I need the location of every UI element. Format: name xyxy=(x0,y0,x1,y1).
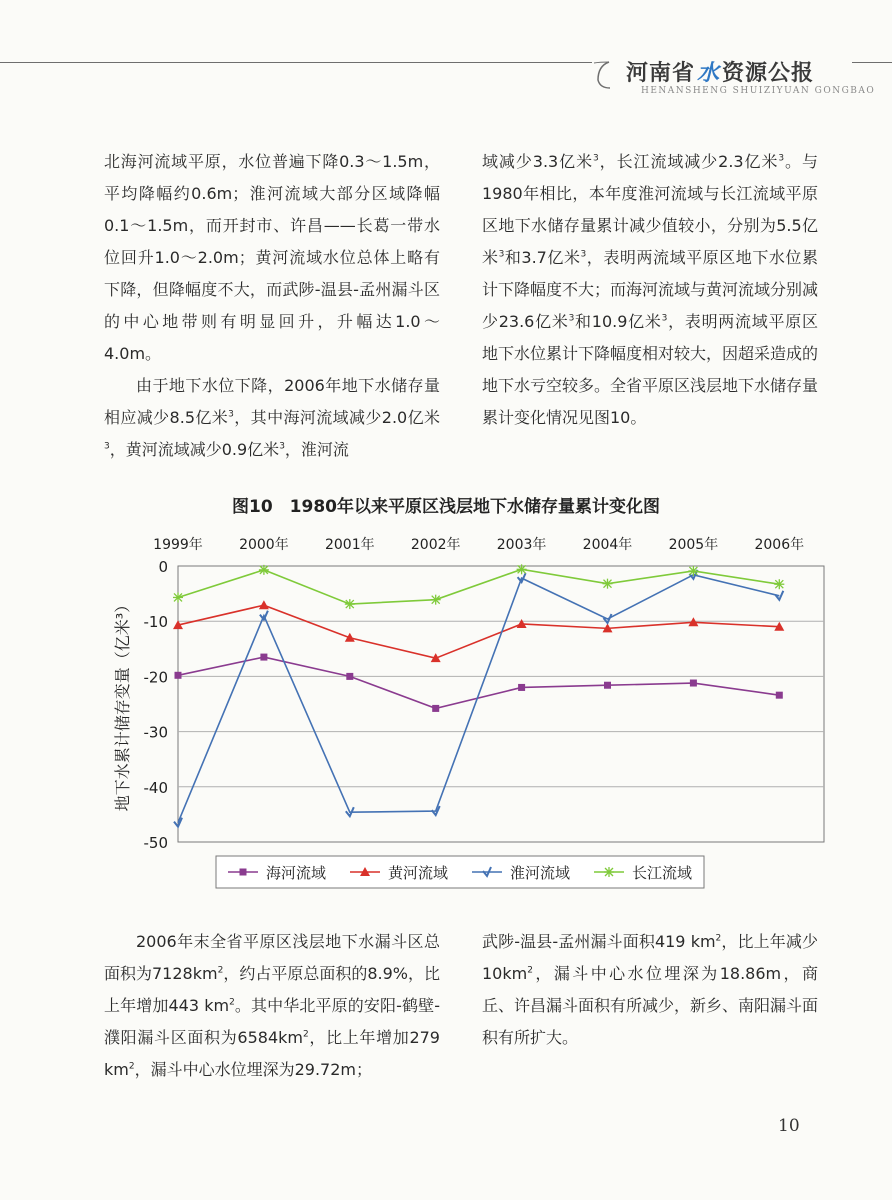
text-run: 。与1980年相比，本年度淮河流域与长江流域平原区地下水储存量累计减少值较小，分别为5.5亿米 xyxy=(482,152,818,267)
text-run: ，比上年减少10km xyxy=(482,932,818,983)
data-point xyxy=(240,869,247,876)
legend-label: 长江流域 xyxy=(632,864,693,882)
data-point xyxy=(345,599,355,609)
text-run: ，其中海河流域减少2.0亿米 xyxy=(233,408,440,427)
data-point xyxy=(690,680,697,687)
y-tick-label: -20 xyxy=(143,668,168,687)
series-1 xyxy=(173,600,784,662)
superscript: 3 xyxy=(104,441,110,452)
data-point xyxy=(603,579,613,589)
paragraph-water-level xyxy=(104,146,440,370)
text-run: ，比上年增加279 km xyxy=(104,1028,440,1079)
x-tick-label: 2003年 xyxy=(496,537,547,553)
series-line xyxy=(178,657,779,708)
figure-caption: 图10 1980年以来平原区浅层地下水储存量累计变化图 xyxy=(232,497,660,517)
text-run: 武陟-温县-孟州漏斗面积419 km xyxy=(482,932,716,951)
data-point xyxy=(688,566,698,576)
data-point xyxy=(517,564,527,574)
text-run: 和3.7亿米 xyxy=(504,248,581,267)
paragraph-storage-continued xyxy=(482,146,818,434)
data-point xyxy=(346,673,353,680)
plot-area xyxy=(178,566,824,842)
header-rule-right xyxy=(852,62,892,63)
superscript: 3 xyxy=(580,249,587,260)
body-bottom-left-column xyxy=(104,926,440,1086)
data-point xyxy=(776,692,783,699)
paragraph-funnel-area xyxy=(104,926,440,1086)
superscript: 2 xyxy=(302,1029,309,1040)
data-point xyxy=(260,654,267,661)
series-0 xyxy=(175,654,783,712)
superscript: 3 xyxy=(279,441,285,452)
text-run: ，漏斗中心水位埋深为18.86m，商丘、许昌漏斗面积有所减少，新乡、南阳漏斗面积有所扩大。 xyxy=(482,964,819,1047)
text-run: ，表明两流域平原区地下水位累计下降幅度相对较大，因超采造成的地下水亏空较多。全省平原区浅层地下水储存量累计变化情况见图10。 xyxy=(482,312,819,427)
data-point xyxy=(175,672,182,679)
superscript: 3 xyxy=(778,153,785,164)
data-point xyxy=(774,579,784,589)
text-run: 北海河流域平原，水位普遍下降0.3～1.5m，平均降幅约0.6m；淮河流域大部分区域降幅0.1～1.5m，而开封市、许昌——长葛一带水位回升1.0～2.0m；黄河流域水位总体上略有下降，但降幅度不大，而武陟-温县-孟州漏斗区的中心地带则有明显回升，升幅达1.0～4.0m。 xyxy=(104,152,440,363)
superscript: 2 xyxy=(217,965,224,976)
superscript: 3 xyxy=(568,313,575,324)
text-run: ，黄河流域减少0.9亿米 xyxy=(109,440,280,459)
text-run: 域减少3.3亿米 xyxy=(482,152,594,171)
legend-label: 黄河流域 xyxy=(388,864,449,882)
header-title-water: 水 xyxy=(697,61,721,86)
header-pinyin: HENANSHENG SHUIZIYUAN GONGBAO xyxy=(641,86,876,96)
x-tick-label: 2006年 xyxy=(754,537,805,553)
superscript: 3 xyxy=(661,313,668,324)
data-point xyxy=(518,684,525,691)
data-point xyxy=(432,705,439,712)
data-point xyxy=(259,600,269,609)
legend-label: 海河流域 xyxy=(266,864,327,882)
storage-change-chart xyxy=(0,524,892,894)
body-bottom-right-column xyxy=(482,926,818,1054)
y-tick-label: -10 xyxy=(143,613,168,632)
y-tick-label: -30 xyxy=(143,723,168,742)
text-run: 。其中华北平原的安阳-鹤壁-濮阳漏斗区面积为6584km xyxy=(104,996,440,1047)
chart-ylabel xyxy=(113,597,132,811)
text-run: 2006年末全省平原区浅层地下水漏斗区总面积为7128km xyxy=(104,932,440,983)
x-tick-label: 2002年 xyxy=(410,537,461,553)
page-number: 10 xyxy=(778,1116,800,1136)
superscript: 3 xyxy=(228,409,234,420)
header-title: 河南省水资源公报 xyxy=(626,61,815,86)
paragraph-funnel-area-continued xyxy=(482,926,818,1054)
y-tick-label: -50 xyxy=(143,834,168,852)
superscript: 2 xyxy=(527,965,533,976)
superscript: 2 xyxy=(229,997,235,1008)
x-tick-label: 2005年 xyxy=(668,537,719,553)
y-tick-label: -40 xyxy=(143,778,168,797)
y-tick-label: 0 xyxy=(158,558,168,576)
y-axis-label: 地下水累计储存变量（亿米³） xyxy=(113,596,132,812)
text-run: ，约占平原总面积的8.9%，比上年增加443 km xyxy=(104,964,440,1015)
data-point xyxy=(173,592,183,602)
body-top-right-column xyxy=(482,146,818,434)
text-run: ，表明两流域平原区地下水位累计下降幅度不大；而海河流域与黄河流域分别减少23.6亿米 xyxy=(482,248,819,331)
data-point xyxy=(604,682,611,689)
text-run: ，长江流域减少2.3亿米 xyxy=(598,152,779,171)
superscript: 2 xyxy=(715,933,722,944)
series-line xyxy=(178,605,779,658)
superscript: 3 xyxy=(593,153,599,164)
superscript: 2 xyxy=(128,1061,135,1072)
text-run: 由于地下水位下降，2006年地下水储存量相应减少8.5亿米 xyxy=(104,376,440,427)
x-tick-label: 2001年 xyxy=(324,537,375,553)
legend-label: 淮河流域 xyxy=(510,864,571,882)
data-point xyxy=(431,595,441,605)
x-tick-label: 1999年 xyxy=(153,537,203,553)
text-run: ，淮河流 xyxy=(284,440,349,459)
paragraph-storage xyxy=(104,370,440,466)
data-point xyxy=(604,867,614,877)
text-run: ，漏斗中心水位埋深为29.72m； xyxy=(134,1060,372,1079)
header-rule-left xyxy=(0,62,592,63)
superscript: 3 xyxy=(498,249,505,260)
x-tick-label: 2004年 xyxy=(582,537,633,553)
text-run: 和10.9亿米 xyxy=(574,312,662,331)
body-top-left-column xyxy=(104,146,440,466)
x-tick-label: 2000年 xyxy=(239,537,289,553)
data-point xyxy=(259,565,269,575)
